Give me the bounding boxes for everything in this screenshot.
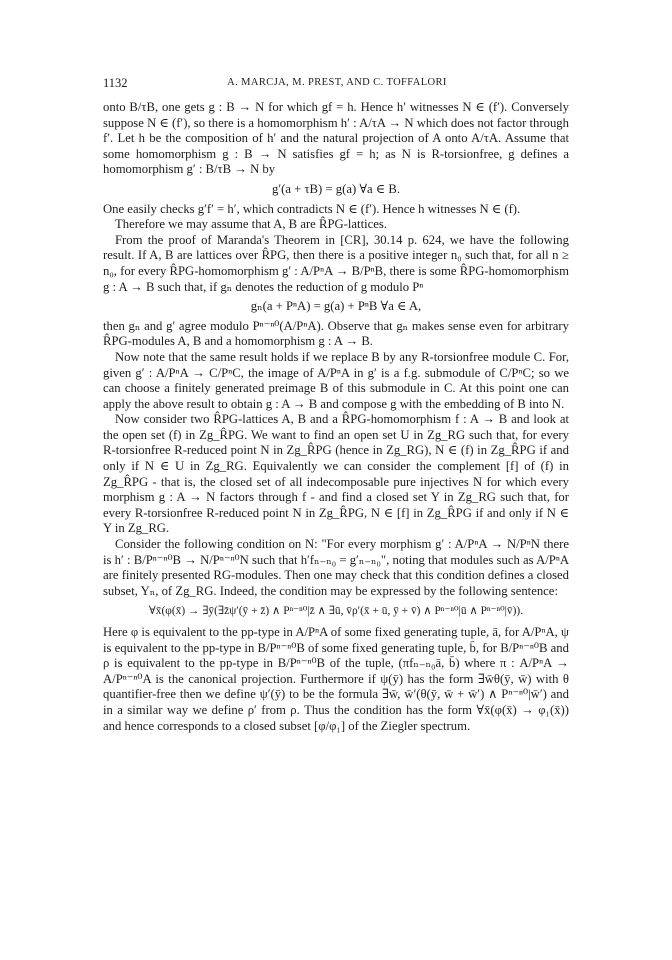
paragraph-open-set: Now consider two R̂PG-lattices A, B and a R̂PG-homomorphism f : A → B and look at the open set (f) in Zg_R̂PG. We want to find an open set U in Zg_RG such that, for every R-torsionfree R-reduced point N in Zg_R̂PG (hence in Zg_RG), N ∈ (f) in Zg_R̂PG if and only if N ∈ U in Zg_RG. Equivalently we can consider the complement [f] of (f) in Zg_R̂PG - that is, the closed set of all indecomposable pure injectives N for which every morphism g : A → N factors through f - and find a closed set Y in Zg_RG such that, for every R-torsionfree R-reduced point N in Zg_R̂PG, N ∈ [f] in Zg_R̂PG if and only if N ∈ Y in Zg_RG. xyxy=(103,412,569,536)
page-number: 1132 xyxy=(103,76,128,90)
body-text xyxy=(103,100,569,734)
paragraph-maranda-theorem: From the proof of Maranda's Theorem in [CR], 30.14 p. 624, we have the following result. If A, B are lattices over R̂PG, then there is a positive integer n₀ such that, for all n ≥ n₀, for every R̂PG-homomorphism g′ : A/PⁿA → B/PⁿB, there is some R̂PG-homomorphism g : A → B such that, if gₙ denotes the reduction of g modulo Pⁿ xyxy=(103,232,569,294)
paragraph-assumption: Therefore we may assume that A, B are R̂PG-lattices. xyxy=(115,217,387,232)
paragraph-continuation: onto B/τB, one gets g : B → N for which gf = h. Hence h′ witnesses N ∈ (f′). Conversely suppose N ∈ (f′), so there is a homomorphism h′ : A/τA → N which does not factor through f′. Let h be the composition of h′ and the natural projection of A onto A/τA. Assume that some homomorphism g : B → N satisfies gf = h; as N is R-torsionfree, g defines a homomorphism g′ : B/τB → N by xyxy=(103,100,569,177)
paragraph-condition: Consider the following condition on N: "For every morphism g′ : A/PⁿA → N/PⁿN there is h′ : B/Pⁿ⁻ⁿ⁰B → N/Pⁿ⁻ⁿ⁰N such that h′fₙ₋ₙ₀ = g′ₙ₋ₙ₀", noting that modules such as A/PⁿA are finitely presented RG-modules. Then one may check that this condition defines a closed subset, Yₙ, of Zg_RG. Indeed, the condition may be expressed by the following sentence: xyxy=(103,537,569,598)
display-equation-reduction: gₙ(a + PⁿA) = g(a) + PⁿB ∀a ∈ A, xyxy=(250,299,422,314)
paragraph-contradiction: One easily checks g′f′ = h′, which contradicts N ∈ (f′). Hence h witnesses N ∈ (f). xyxy=(103,201,521,216)
running-head-authors: A. MARCJA, M. PREST, AND C. TOFFALORI xyxy=(227,77,447,88)
page-header xyxy=(103,76,571,92)
display-equation-g-prime: g′(a + τB) = g(a) ∀a ∈ B. xyxy=(271,181,400,196)
display-sentence-formula: ∀x̄(φ(x̄) → ∃ȳ(∃z̄ψ′(ȳ + z̄) ∧ Pⁿ⁻ⁿ⁰|z̄ ∧ ∃ū, v̄ρ′(x̄ + ū, ȳ + v̄) ∧ Pⁿ⁻ⁿ⁰|ū ∧ Pⁿ⁻ⁿ⁰|v̄)). xyxy=(148,605,524,618)
paragraph-pp-type: Here φ is equivalent to the pp-type in A/PⁿA of some fixed generating tuple, ā, for A/PⁿA, ψ is equivalent to the pp-type in B/Pⁿ⁻ⁿ⁰B of some fixed generating tuple, b̄, for B/Pⁿ⁻ⁿ⁰B and ρ is equivalent to the pp-type in B/Pⁿ⁻ⁿ⁰B of the tuple, (πfₙ₋ₙ₀ā, b̄) where π : A/PⁿA → A/Pⁿ⁻ⁿ⁰A is the canonical projection. Furthermore if ψ(ȳ) has the form ∃w̄θ(ȳ, w̄) with θ quantifier-free then we define ψ′(ȳ) to be the formula ∃w̄, w̄′(θ(ȳ, w̄ + w̄′) ∧ Pⁿ⁻ⁿ⁰|w̄′) and in a similar way we define ρ′ from ρ. Thus the condition has the form ∀x̄(φ(x̄) → φ₁(x̄)) and hence corresponds to a closed subset [φ/φ₁] of the Ziegler spectrum. xyxy=(103,625,569,733)
paragraph-torsionfree-module: Now note that the same result holds if we replace B by any R-torsionfree module C. For, given g′ : A/PⁿA → C/PⁿC, the image of A/PⁿA in g′ is a f.g. submodule of C/PⁿC; so we can choose a finitely generated preimage B of this submodule in C. At this point one can apply the above result to obtain g : A → B and compose g with the embedding of B into N. xyxy=(103,349,569,411)
paragraph-agree-modulo: then gₙ and g′ agree modulo Pⁿ⁻ⁿ⁰(A/PⁿA). Observe that gₙ makes sense even for arbitrary R̂PG-modules A, B and a homomorphism g : A → B. xyxy=(103,318,569,349)
